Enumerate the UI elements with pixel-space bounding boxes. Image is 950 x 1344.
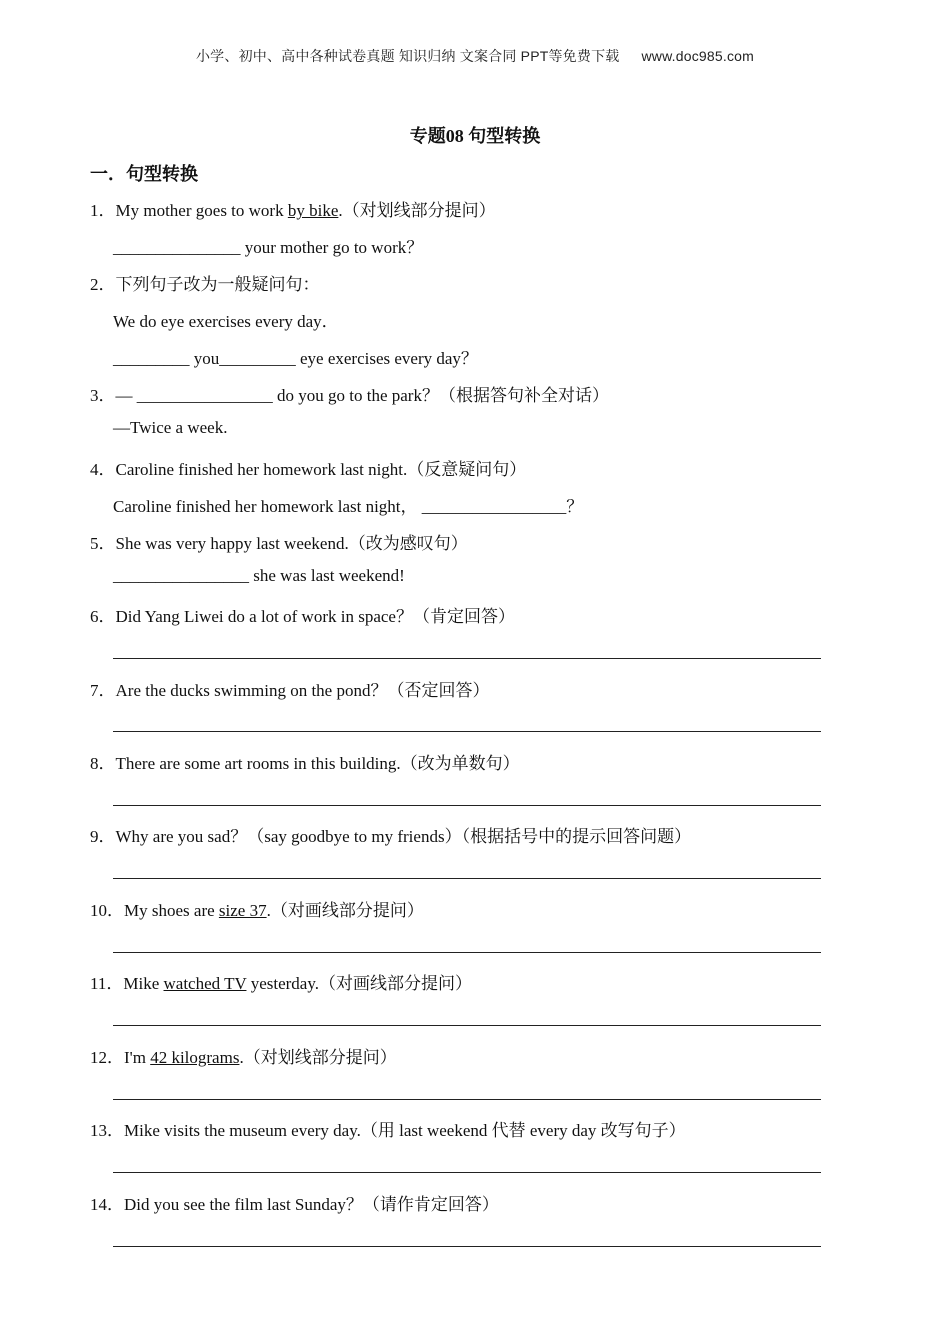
underlined-text: size 37	[218, 901, 267, 920]
question-12	[90, 1043, 397, 1068]
question-text: My shoes are	[124, 901, 219, 920]
question-11	[90, 969, 472, 994]
question-10	[90, 896, 424, 921]
question-text: Why are you sad？（say goodbye to my friends）（根据括号中的提示回答问题）	[115, 827, 692, 846]
answer-rule[interactable]	[113, 1246, 821, 1247]
question-4	[90, 455, 526, 480]
question-text: Are the ducks swimming on the pond？（否定回答）	[115, 681, 490, 700]
underlined-text: watched TV	[163, 974, 247, 993]
answer-rule[interactable]	[113, 1172, 821, 1173]
answer-line-2[interactable]	[113, 344, 478, 369]
question-2	[90, 270, 320, 295]
question-7	[90, 676, 489, 701]
answer-rule[interactable]	[113, 731, 821, 732]
question-number: 1．	[90, 201, 116, 220]
answer-rule[interactable]	[113, 805, 821, 806]
question-2-sentence: We do eye exercises every day．	[113, 312, 339, 331]
answer-blank[interactable]: _________________	[421, 497, 567, 516]
document-title: 专题08 句型转换	[409, 126, 541, 146]
question-number: 11．	[90, 974, 124, 993]
question-number: 4．	[90, 460, 116, 479]
answer-blank[interactable]: _________	[113, 349, 190, 368]
section-heading: 一．句型转换	[90, 164, 198, 184]
answer-text: ？	[566, 497, 584, 516]
question-text: do you go to the park？（根据答句补全对话）	[272, 386, 609, 405]
question-instruction: 下列句子改为一般疑问句：	[115, 275, 320, 294]
answer-rule[interactable]	[113, 878, 821, 879]
question-13	[90, 1116, 686, 1141]
question-text: Did you see the film last Sunday？（请作肯定回答）	[124, 1195, 499, 1214]
question-number: 9．	[90, 827, 116, 846]
question-instruction: .（对划线部分提问）	[338, 201, 496, 220]
question-instruction: yesterday.（对画线部分提问）	[246, 974, 472, 993]
question-number: 2．	[90, 275, 116, 294]
question-instruction: .（对划线部分提问）	[239, 1048, 397, 1067]
question-text: Mike visits the museum every day.（用 last weekend 代替 every day 改写句子）	[124, 1121, 686, 1140]
answer-rule[interactable]	[113, 1099, 821, 1100]
question-instruction: .（对画线部分提问）	[266, 901, 424, 920]
answer-line-1[interactable]	[113, 233, 423, 258]
answer-rule[interactable]	[113, 1025, 821, 1026]
answer-line-4[interactable]	[113, 492, 583, 517]
header-site: www.doc985.com	[641, 48, 755, 64]
header-text: 小学、初中、高中各种试卷真题 知识归纳 文案合同 PPT等免费下载	[195, 48, 620, 64]
underlined-text: 42 kilograms	[150, 1048, 240, 1067]
question-text: Caroline finished her homework last night.（反意疑问句）	[115, 460, 527, 479]
question-6	[90, 602, 515, 627]
answer-text: your mother go to work？	[240, 238, 424, 257]
question-14	[90, 1190, 499, 1215]
question-number: 8．	[90, 754, 116, 773]
answer-text: Caroline finished her homework last night，	[113, 497, 422, 516]
question-number: 6．	[90, 607, 116, 626]
question-number: 14．	[90, 1195, 124, 1214]
question-3-reply: —Twice a week.	[113, 418, 228, 437]
answer-text: eye exercises every day？	[295, 349, 478, 368]
question-3	[90, 381, 609, 406]
question-1	[90, 196, 496, 221]
question-5	[90, 529, 468, 554]
question-text: I'm	[124, 1048, 151, 1067]
question-9	[90, 822, 691, 847]
answer-rule[interactable]	[113, 952, 821, 953]
question-8	[90, 749, 520, 774]
answer-blank[interactable]: ________________	[113, 566, 249, 585]
answer-blank[interactable]: _________	[219, 349, 296, 368]
question-number: 7．	[90, 681, 116, 700]
answer-rule[interactable]	[113, 658, 821, 659]
question-number: 5．	[90, 534, 116, 553]
question-number: 10．	[90, 901, 124, 920]
question-number: 12．	[90, 1048, 124, 1067]
answer-blank[interactable]: ________________	[136, 386, 273, 405]
question-number: 3．	[90, 386, 116, 405]
question-text: Mike	[123, 974, 164, 993]
answer-line-5[interactable]	[113, 566, 405, 586]
answer-blank[interactable]: _______________	[113, 238, 241, 257]
page-header	[0, 46, 950, 66]
answer-text: she was last weekend!	[249, 566, 405, 585]
question-number: 13．	[90, 1121, 124, 1140]
underlined-text: by bike	[287, 201, 339, 220]
question-text: There are some art rooms in this building.（改为单数句）	[115, 754, 520, 773]
dialog-dash: —	[115, 386, 137, 405]
question-text: She was very happy last weekend.（改为感叹句）	[115, 534, 468, 553]
answer-text: you	[189, 349, 220, 368]
question-text: My mother goes to work	[115, 201, 288, 220]
question-text: Did Yang Liwei do a lot of work in space？（肯定回答）	[115, 607, 515, 626]
